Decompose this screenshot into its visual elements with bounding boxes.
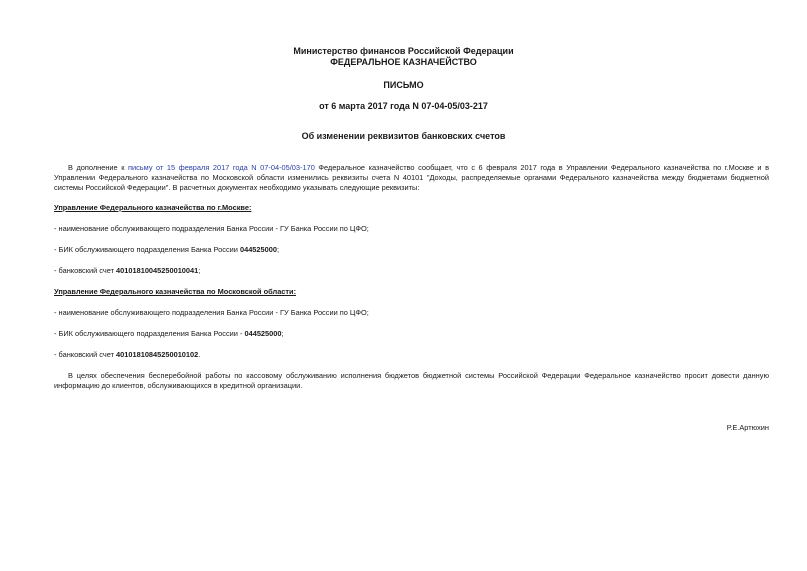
moscow-account-label: - банковский счет (54, 266, 117, 275)
moscow-region-account-line (54, 350, 200, 360)
moscow-region-bik-label: - БИК обслуживающего подразделения Банка России - (54, 329, 245, 338)
reference-letter-link[interactable]: письму от 15 февраля 2017 года N 07-04-05/03-170 (127, 163, 315, 172)
moscow-region-bik-suffix: ; (281, 329, 284, 338)
moscow-region-account-suffix: . (198, 350, 201, 359)
ministry-title: Министерство финансов Российской Федерации (293, 46, 514, 56)
moscow-region-account-value: 40101810845250010102 (116, 350, 199, 359)
moscow-region-heading: Управление Федерального казначейства по Московской области: (54, 287, 297, 296)
moscow-bank-name: - наименование обслуживающего подразделения Банка России - ГУ Банка России по ЦФО; (54, 224, 369, 233)
moscow-heading: Управление Федерального казначейства по г.Москве: (54, 203, 252, 212)
moscow-bik-value: 044525000 (239, 245, 277, 254)
moscow-bik-suffix: ; (276, 245, 280, 254)
moscow-region-bik-line (54, 329, 284, 339)
moscow-region-bank-name: - наименование обслуживающего подразделения Банка России - ГУ Банка России по ЦФО; (54, 308, 369, 317)
moscow-region-bik-value: 044525000 (244, 329, 282, 338)
intro-text-end: Федеральное казначейство сообщает, что с 6 февраля 2017 года в Управлении Федерального казначейства по г.Москве и в Управлении Федерального казначейства по Московской области изменились реквизиты счета N 40101 "Доходы, распределяемые органами Федерального казначейства между бюджетами бюджетной системы Российской Федерации". В расчетных документах необходимо указывать следующие реквизиты: (54, 163, 770, 192)
signature: Р.Е.Артюхин (726, 423, 769, 432)
document-type: ПИСЬМО (383, 80, 424, 90)
document-subject: Об изменении реквизитов банковских счетов (301, 131, 506, 141)
closing-paragraph: В целях обеспечения бесперебойной работы по кассовому обслуживанию исполнения бюджетов бюджетной системы Российской Федерации Федеральное казначейство просит довести данную информацию до клиентов, обслуживающихся в кредитной организации. (54, 371, 769, 390)
moscow-region-account-label: - банковский счет (54, 350, 117, 359)
moscow-account-suffix: ; (198, 266, 201, 275)
intro-paragraph (54, 163, 769, 193)
moscow-bik-line (54, 245, 279, 255)
document-date-number: от 6 марта 2017 года N 07-04-05/03-217 (319, 101, 488, 111)
agency-title: ФЕДЕРАЛЬНОЕ КАЗНАЧЕЙСТВО (330, 57, 477, 67)
intro-text-start: В дополнение к (68, 163, 128, 172)
moscow-bik-label: - БИК обслуживающего подразделения Банка России (54, 245, 240, 254)
moscow-account-line (54, 266, 200, 276)
moscow-account-value: 40101810045250010041 (116, 266, 199, 275)
